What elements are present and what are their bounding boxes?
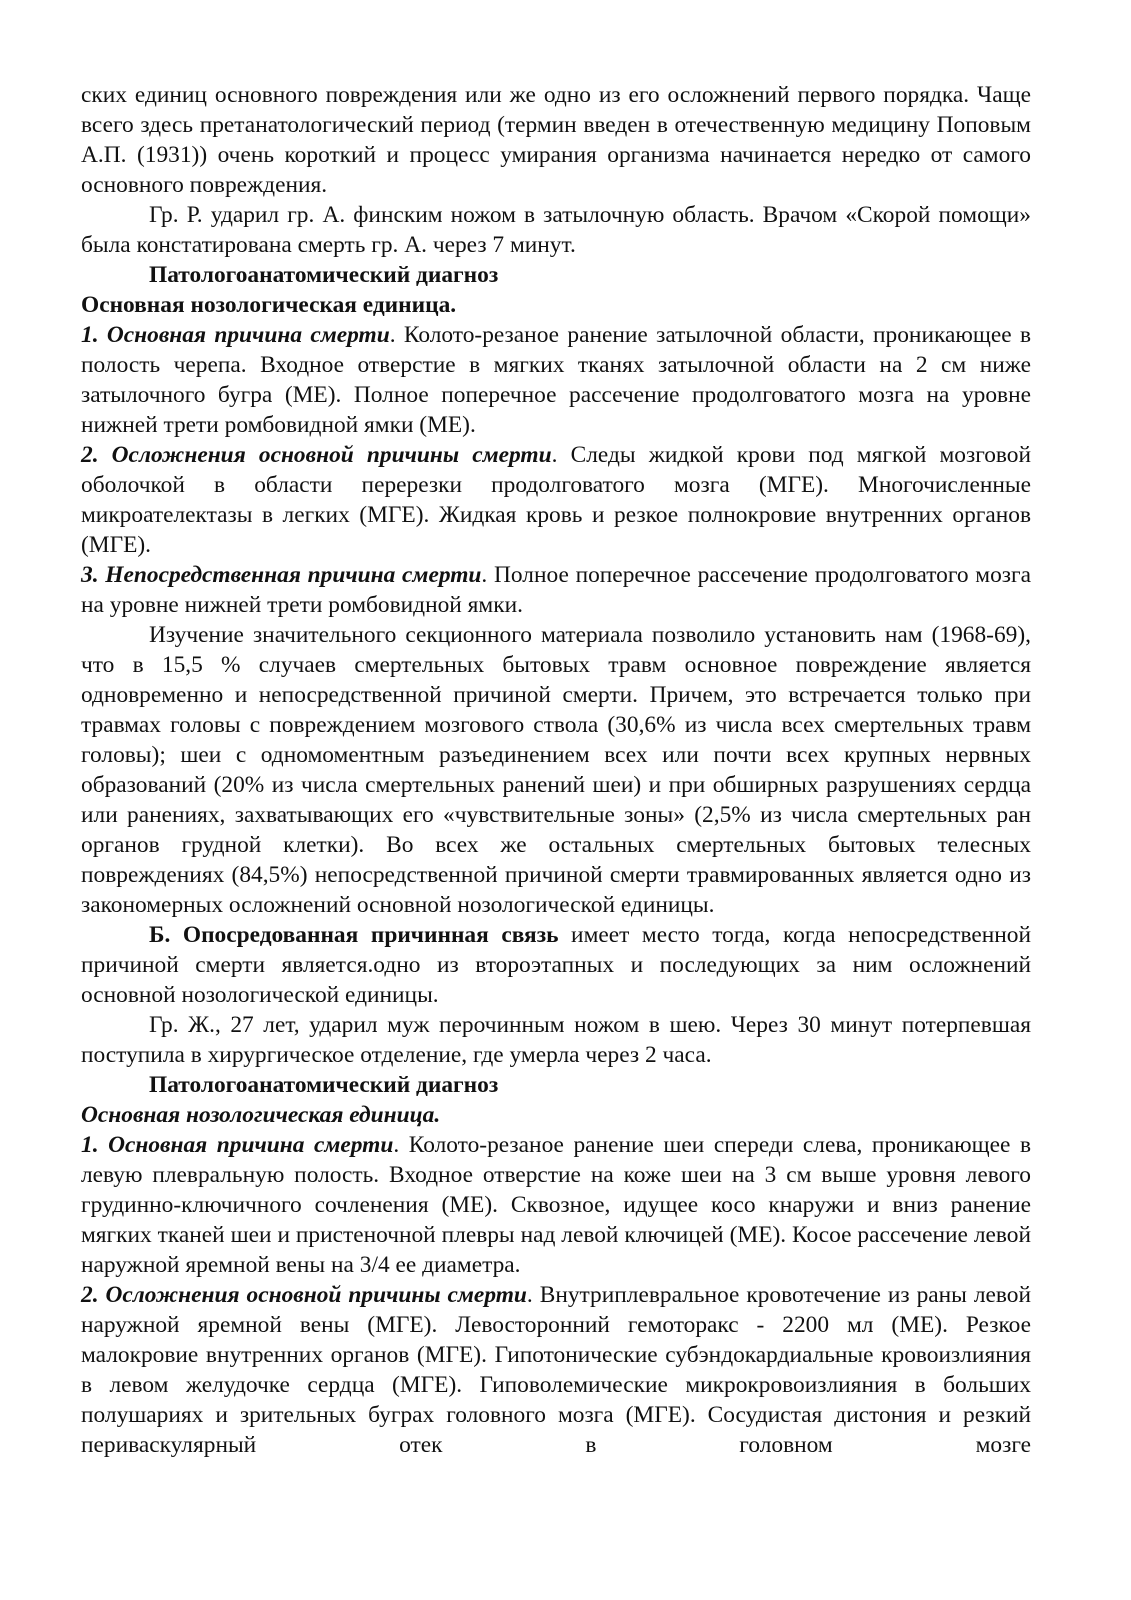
mediated-causal-link-paragraph	[81, 920, 1031, 1010]
item-label: 3. Непосредственная причина смерти	[81, 562, 482, 588]
item-text: . Колото-резаное ранение затылочной области, проникающее в полость черепа. Входное отверстие в мягких тканях затылочной области на 2 см ниже затылочного бугра (МЕ). Полное поперечное рассечение продолговатого мозга на уровне нижней трети ромбовидной ямки (МЕ).	[81, 322, 1031, 438]
nosological-unit-title-1: Основная нозологическая единица.	[81, 292, 457, 318]
mediated-causal-link-term: Б. Опосредованная причинная связь	[149, 922, 559, 948]
document-page	[81, 80, 1031, 1460]
item-text: . Колото-резаное ранение шеи спереди слева, проникающее в левую плевральную полость. Входное отверстие на коже шеи на 3 см выше уровня левого грудинно-ключичного сочленения (МЕ). Сквозное, идущее косо кнаружи и вниз ранение мягких тканей шеи и пристеночной плевры над левой ключицей (МЕ). Косое рассечение левой наружной яремной вены на 3/4 ее диаметра.	[81, 1132, 1032, 1278]
statistics-paragraph: Изучение значительного секционного материала позволило установить нам (1968-69), что в 15,5 % случаев смертельных бытовых травм основное повреждение является одновременно и непосредственной причиной смерти. Причем, это встречается только при травмах головы с повреждением мозгового ствола (30,6% из числа всех смертельных травм головы); шеи с одномоментным разъединением всех или почти всех крупных нервных образований (20% из числа смертельных ранений шеи) и при обширных разрушениях сердца или ранениях, захватывающих его «чувствительные зоны» (2,5% из числа смертельных ран органов грудной клетки). Во всех же остальных смертельных бытовых телесных повреждениях (84,5%) непосредственной причиной смерти травмированных является одно из закономерных осложнений основной нозологической единицы.	[81, 622, 1031, 918]
diagnosis-heading-2: Патологоанатомический диагноз	[149, 1072, 499, 1098]
case-description-1: Гр. Р. ударил гр. А. финским ножом в затылочную область. Врачом «Скорой помощи» была констатирована смерть гр. А. через 7 минут.	[81, 202, 1031, 258]
item-label: 2. Осложнения основной причины смерти	[81, 442, 552, 468]
case-description-2: Гр. Ж., 27 лет, ударил муж перочинным ножом в шею. Через 30 минут потерпевшая поступила в хирургическое отделение, где умерла через 2 часа.	[81, 1012, 1031, 1068]
diagnosis-2-item-2	[81, 1280, 1031, 1460]
item-label: 1. Основная причина смерти	[81, 1132, 394, 1158]
diagnosis-heading-1: Патологоанатомический диагноз	[149, 262, 499, 288]
diagnosis-1-item-1	[81, 320, 1031, 440]
item-label: 2. Осложнения основной причины смерти	[81, 1282, 527, 1308]
item-text: . Внутриплевральное кровотечение из раны левой наружной яремной вены (МГЕ). Левосторонний гемоторакс - 2200 мл (МЕ). Резкое малокровие внутренних органов (МГЕ). Гипотонические субэндокардиальные кровоизлияния в левом желудочке сердца (МГЕ). Гиповолемические микрокровоизлияния в больших полушариях и зрительных буграх головного мозга (МГЕ). Сосудистая дистония и резкий периваскулярный отек в головном мозге	[81, 1282, 1032, 1458]
diagnosis-1-item-2	[81, 440, 1031, 560]
mediated-causal-link-text: имеет место тогда, когда непосредственной причиной смерти является.одно из второэтапных и последующих за ним осложнений основной нозологической единицы.	[81, 922, 1031, 1008]
item-text: . Полное поперечное рассечение продолговатого мозга на уровне нижней трети ромбовидной ямки.	[81, 562, 1031, 618]
diagnosis-1-item-3	[81, 560, 1031, 620]
paragraph-continuation: ских единиц основного повреждения или же одно из его осложнений первого порядка. Чаще всего здесь претанатологический период (термин введен в отечественную медицину Поповым А.П. (1931)) очень короткий и процесс умирания организма начинается нередко от самого основного повреждения.	[81, 82, 1031, 198]
item-label: 1. Основная причина смерти	[81, 322, 390, 348]
nosological-unit-title-2: Основная нозологическая единица.	[81, 1102, 441, 1128]
diagnosis-2-item-1	[81, 1130, 1031, 1280]
item-text: . Следы жидкой крови под мягкой мозговой оболочкой в области перерезки продолговатого мозга (МГЕ). Многочисленные микроателектазы в легких (МГЕ). Жидкая кровь и резкое полнокровие внутренних органов (МГЕ).	[81, 442, 1031, 558]
